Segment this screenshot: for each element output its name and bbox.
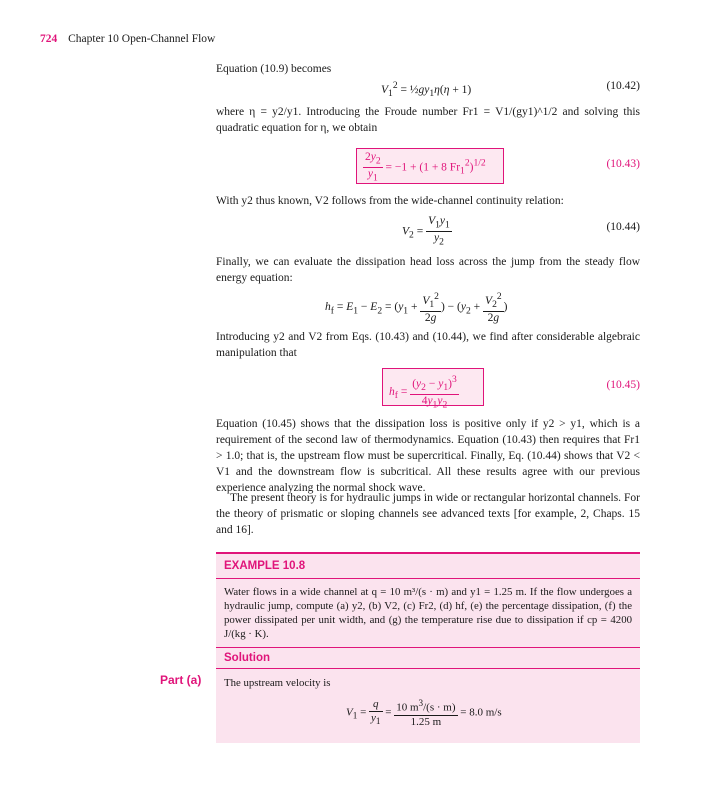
paragraph-2: where η = y2/y1. Introducing the Froude number Fr1 = V1/(gy1)^1/2 and solving this quadratic equation for η, we obtain bbox=[216, 106, 640, 134]
paragraph-3: With y2 thus known, V2 follows from the wide-channel continuity relation: bbox=[216, 195, 564, 207]
paragraph-7: The present theory is for hydraulic jumps in wide or rectangular horizontal channels. For the theory of prismatic or sloping channels see advanced texts [for example, 2, Chaps. 15 and 16]. bbox=[216, 492, 640, 536]
example-statement: Water flows in a wide channel at q = 10 m³/(s · m) and y1 = 1.25 m. If the flow undergoes a hydraulic jump, compute (a) y2, (b) V2, (c) Fr2, (d) hf, (e) the percentage dissipation, (f) the power dissipated per unit width, and (g) the temperature rise due to dissipation if cp = 4200 J/(kg · K). bbox=[224, 586, 632, 640]
page-header bbox=[40, 33, 215, 45]
example-rule-1 bbox=[216, 578, 640, 579]
chapter-title: Chapter 10 Open-Channel Flow bbox=[68, 33, 216, 45]
example-title: EXAMPLE 10.8 bbox=[224, 560, 306, 572]
paragraph-4: Finally, we can evaluate the dissipation head loss across the jump from the steady flow energy equation: bbox=[216, 256, 640, 284]
part-a-label: Part (a) bbox=[160, 673, 202, 687]
part-a-text: The upstream velocity is bbox=[224, 677, 331, 689]
example-rule-2 bbox=[216, 647, 640, 648]
example-rule-3 bbox=[216, 668, 640, 669]
solution-label: Solution bbox=[224, 652, 270, 664]
paragraph-5: Introducing y2 and V2 from Eqs. (10.43) and (10.44), we find after considerable algebraic manipulation that bbox=[216, 331, 640, 359]
velocity-equation: $V_1$ = $\frac{q}{y_1}$ = $\frac{10 m^3/(s \cdot m)}{1.25 m}$ = 8.0 m/s bbox=[346, 697, 502, 728]
paragraph-6: Equation (10.45) shows that the dissipation loss is positive only if y2 > y1, which is a requirement of the second law of thermodynamics. Equation (10.43) then requires that Fr1 > 1.0; that is, the upstream flow must be supercritical. Finally, Eq. (10.44) shows that V2 < V1 and the downstream flow is subcritical. All these results agree with our previous experience analyzing the normal shock wave. bbox=[216, 418, 640, 494]
paragraph-1: Equation (10.9) becomes bbox=[216, 63, 332, 75]
page-number: 724 bbox=[40, 33, 58, 45]
example-top-rule bbox=[216, 552, 640, 554]
